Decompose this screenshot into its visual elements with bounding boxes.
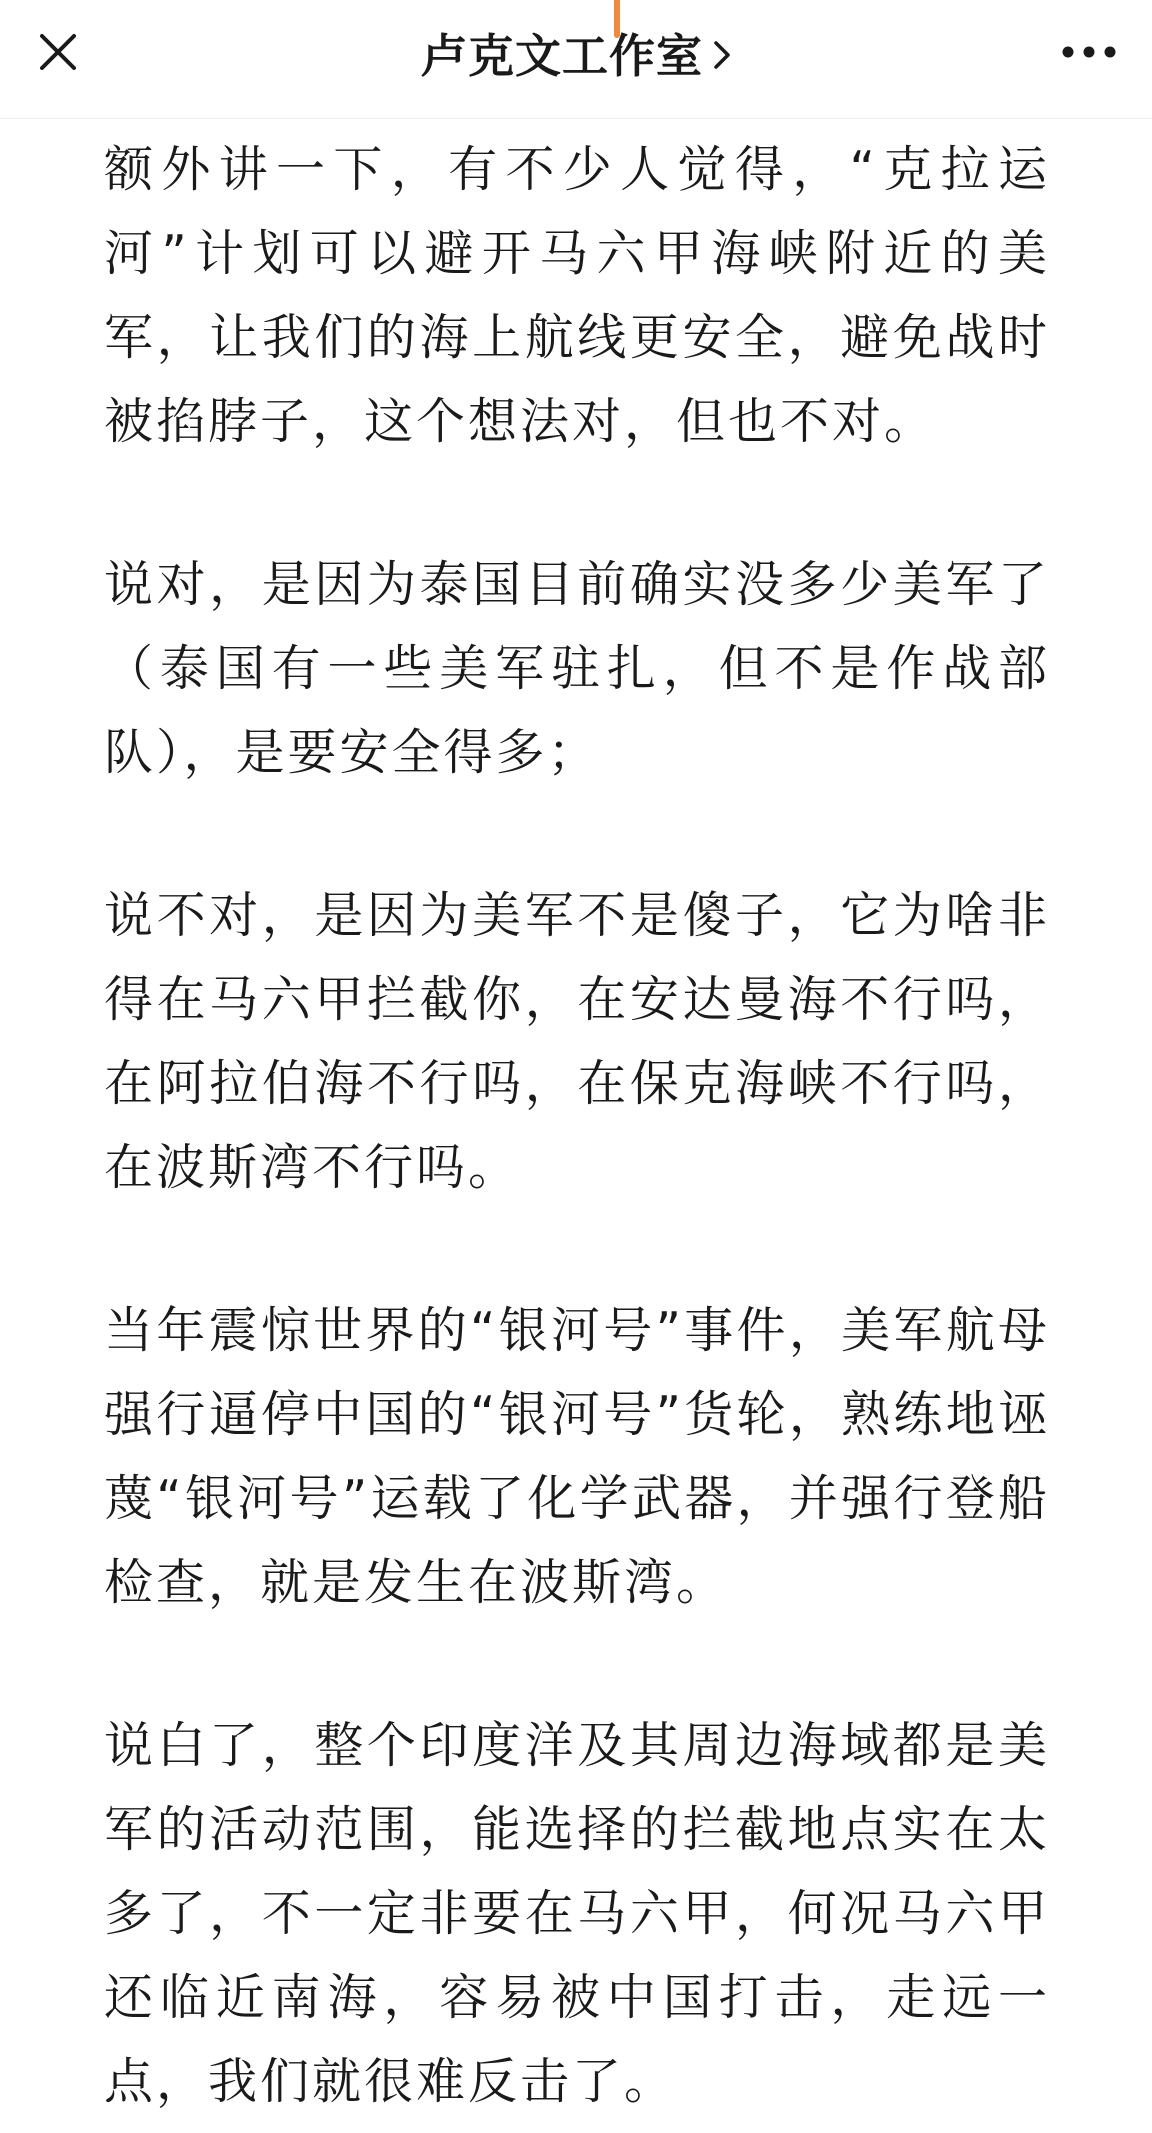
article-paragraph-3: 说不对，是因为美军不是傻子，它为啥非得在马六甲拦截你，在安达曼海不行吗，在阿拉伯海不行吗，在保克海峡不行吗，在波斯湾不行吗。 bbox=[104, 887, 1050, 1196]
more-options-button[interactable] bbox=[1054, 24, 1124, 80]
chevron-right-icon bbox=[713, 40, 731, 70]
article-paragraph-2: 说对，是因为泰国目前确实没多少美军了（泰国有一些美军驻扎，但不是作战部队），是要安全得多； bbox=[104, 556, 1050, 781]
article-paragraph-5: 说白了，整个印度洋及其周边海域都是美军的活动范围，能选择的拦截地点实在太多了，不一定非要在马六甲，何况马六甲还临近南海，容易被中国打击，走远一点，我们就很难反击了。 bbox=[104, 1717, 1050, 2110]
account-title-link[interactable] bbox=[300, 18, 852, 88]
article-body bbox=[104, 128, 1050, 2124]
article-paragraph-4: 当年震惊世界的“银河号”事件，美军航母强行逼停中国的“银河号”货轮，熟练地诬蔑“银河号”运载了化学武器，并强行登船检查，就是发生在波斯湾。 bbox=[104, 1302, 1050, 1611]
more-dots-icon bbox=[1061, 45, 1117, 59]
account-title: 卢克文工作室 bbox=[421, 29, 703, 83]
top-navigation-bar bbox=[0, 0, 1152, 119]
article-paragraph-1: 额外讲一下，有不少人觉得，“克拉运河”计划可以避开马六甲海峡附近的美军，让我们的海上航线更安全，避免战时被掐脖子，这个想法对，但也不对。 bbox=[104, 141, 1050, 450]
close-button[interactable] bbox=[30, 24, 86, 80]
close-icon bbox=[38, 32, 78, 72]
